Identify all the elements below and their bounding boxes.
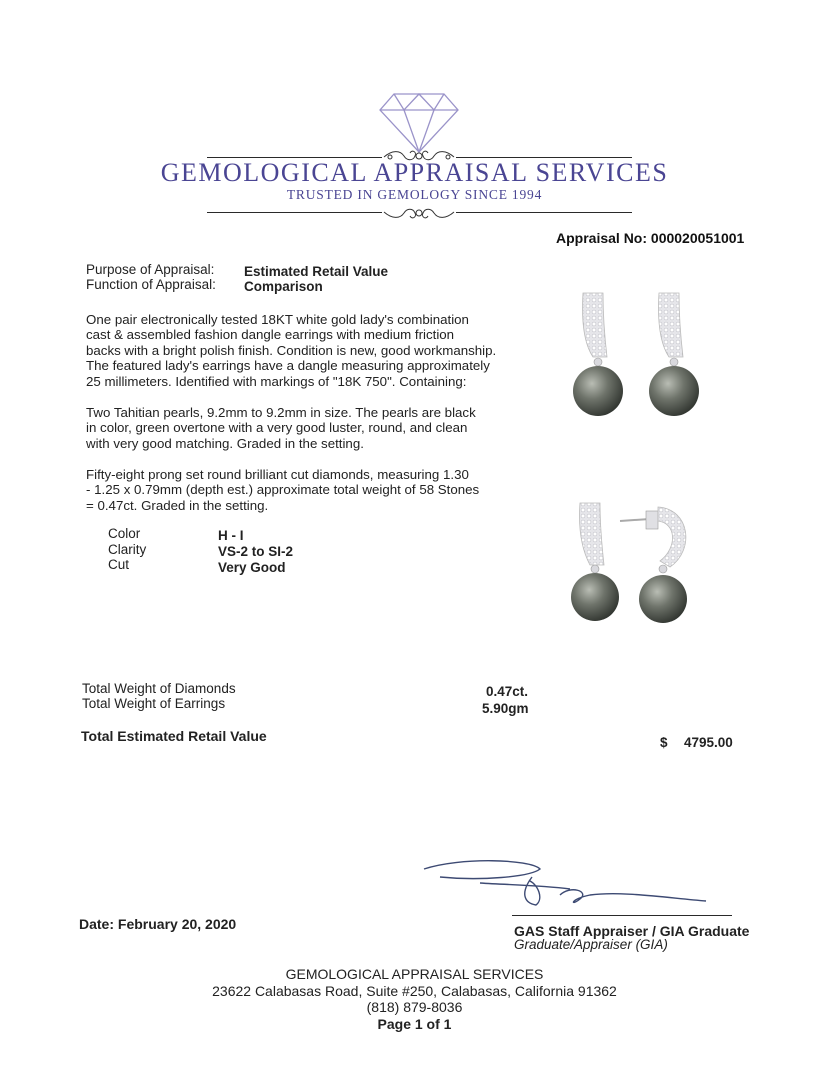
retail-amount: 4795.00: [684, 735, 733, 750]
total-diamonds-value: 0.47ct.: [486, 684, 529, 699]
description-paragraph-2: Two Tahitian pearls, 9.2mm to 9.2mm in size. The pearls are black in color, green overtone with a very good luster, round, and clean with very good matching. Graded in the setting.: [86, 405, 476, 451]
scroll-ornament-bottom-icon: [382, 203, 456, 223]
total-diamonds-label: Total Weight of Diamonds: [82, 681, 236, 696]
total-earrings-value: 5.90gm: [482, 701, 529, 716]
grade-color-value: H - I: [218, 528, 244, 543]
diamond-logo-icon: [378, 92, 460, 154]
function-label: Function of Appraisal:: [86, 277, 216, 292]
grade-cut-value: Very Good: [218, 560, 286, 575]
company-tagline: TRUSTED IN GEMOLOGY SINCE 1994: [286, 187, 543, 202]
company-name: GEMOLOGICAL APPRAISAL SERVICES: [160, 158, 669, 187]
grade-clarity-value: VS-2 to SI-2: [218, 544, 294, 559]
signature-image: [420, 855, 710, 917]
appraiser-title: GAS Staff Appraiser / GIA Graduate: [514, 923, 750, 939]
header-rule-bottom-right: [456, 212, 632, 213]
earring-side-image: [550, 495, 710, 635]
header-rule-bottom-left: [207, 212, 382, 213]
retail-currency: $: [660, 735, 668, 750]
purpose-value: Estimated Retail Value: [244, 264, 389, 279]
appraisal-date: Date: February 20, 2020: [79, 916, 237, 932]
footer-phone: (818) 879-8036: [366, 999, 463, 1015]
description-paragraph-1: One pair electronically tested 18KT white gold lady's combination cast & assembled fashion dangle earrings with medium friction backs with a bright polish finish. Condition is new, good workmanship. The featured lady's earrings have a dangle measuring approximately 25 millimeters. Identified with markings of "18K 750". Containing:: [86, 312, 497, 389]
footer-page-number: Page 1 of 1: [377, 1016, 452, 1032]
description-paragraph-3: Fifty-eight prong set round brilliant cut diamonds, measuring 1.30 - 1.25 x 0.79mm (depth est.) approximate total weight of 58 Stones = 0.47ct. Graded in the setting.: [86, 467, 480, 513]
appraiser-subtitle: Graduate/Appraiser (GIA): [514, 937, 668, 952]
total-earrings-label: Total Weight of Earrings: [82, 696, 226, 711]
signature-line: [512, 915, 732, 916]
footer-company: GEMOLOGICAL APPRAISAL SERVICES: [285, 966, 544, 982]
footer-address: 23622 Calabasas Road, Suite #250, Calabasas, California 91362: [212, 983, 617, 999]
function-value: Comparison: [244, 279, 323, 294]
appraisal-number: Appraisal No: 000020051001: [556, 230, 745, 246]
grade-clarity-label: Clarity: [108, 542, 147, 557]
grade-color-label: Color: [108, 526, 141, 541]
purpose-label: Purpose of Appraisal:: [86, 262, 215, 277]
grade-cut-label: Cut: [108, 557, 130, 572]
earring-front-image: [555, 285, 705, 435]
retail-value-label: Total Estimated Retail Value: [81, 728, 267, 744]
